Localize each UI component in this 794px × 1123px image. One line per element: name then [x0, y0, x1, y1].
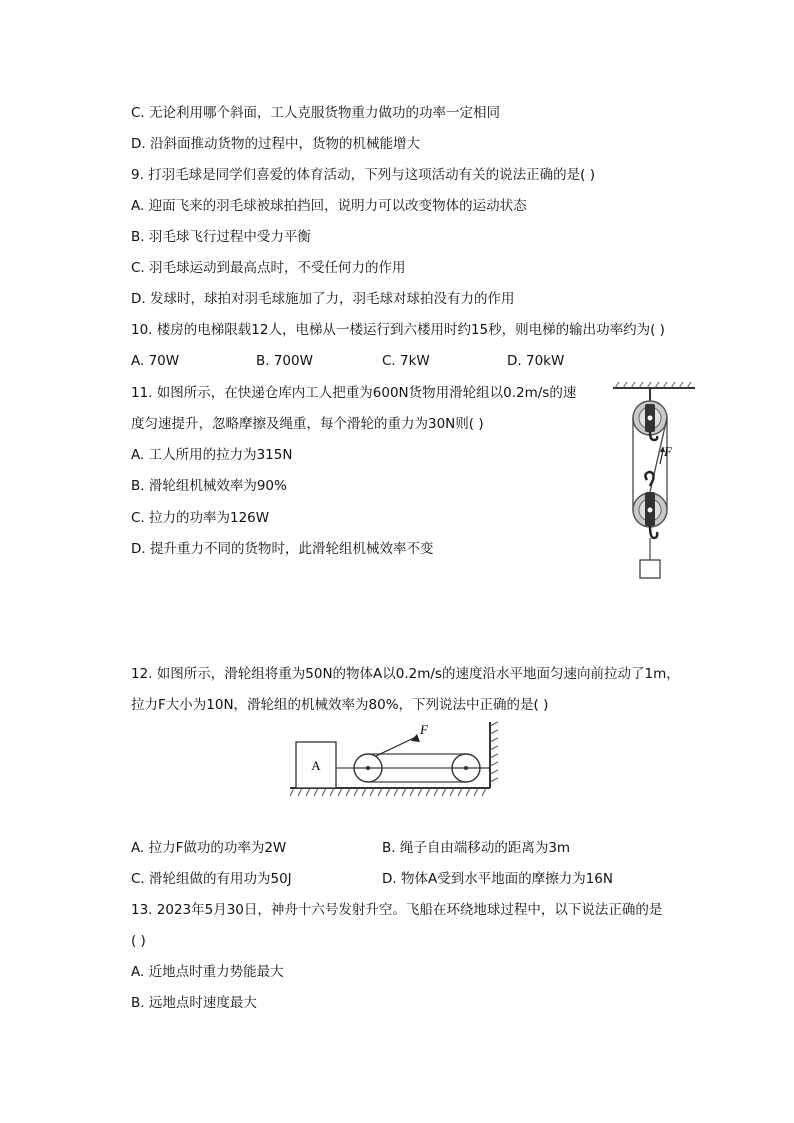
- q11-force-label: F: [664, 444, 672, 459]
- q8-option-c: C. 无论利用哪个斜面，工人克服货物重力做功的功率一定相同: [131, 105, 501, 121]
- q10-option-b: B. 700W: [256, 353, 313, 369]
- q10-option-c: C. 7kW: [382, 353, 430, 369]
- q10-option-d: D. 70kW: [507, 353, 565, 369]
- q12-option-b: B. 绳子自由端移动的距离为3m: [382, 840, 571, 856]
- q11-stem-line1: 11. 如图所示，在快递仓库内工人把重为600N货物用滑轮组以0.2m/s的速: [131, 385, 577, 401]
- q11-stem-line2: 度匀速提升，忽略摩擦及绳重，每个滑轮的重力为30N则( ): [131, 416, 484, 432]
- q10-stem: 10. 楼房的电梯限载12人，电梯从一楼运行到六楼用时约15秒，则电梯的输出功率约为( ): [131, 322, 665, 338]
- q11-option-c: C. 拉力的功率为126W: [131, 510, 270, 526]
- q12-stem-line2: 拉力F大小为10N，滑轮组的机械效率为80%，下列说法中正确的是( ): [131, 697, 549, 713]
- q11-option-a: A. 工人所用的拉力为315N: [131, 447, 293, 463]
- q9-option-a: A. 迎面飞来的羽毛球被球拍挡回，说明力可以改变物体的运动状态: [131, 198, 527, 214]
- cargo-box: [640, 560, 660, 578]
- q12-block-label: A: [311, 758, 321, 773]
- q8-option-d: D. 沿斜面推动货物的过程中，货物的机械能增大: [131, 136, 420, 152]
- q9-option-c: C. 羽毛球运动到最高点时，不受任何力的作用: [131, 260, 406, 276]
- q12-pulley-figure: [288, 718, 508, 800]
- q9-option-d: D. 发球时，球拍对羽毛球施加了力，羽毛球对球拍没有力的作用: [131, 291, 515, 307]
- q9-option-b: B. 羽毛球飞行过程中受力平衡: [131, 229, 311, 245]
- q13-option-a: A. 近地点时重力势能最大: [131, 964, 284, 980]
- q12-force-label: F: [420, 722, 428, 737]
- q12-option-c: C. 滑轮组做的有用功为50J: [131, 871, 292, 887]
- q11-option-d: D. 提升重力不同的货物时，此滑轮组机械效率不变: [131, 541, 434, 557]
- q13-stem-line2: ( ): [131, 933, 146, 949]
- q9-stem: 9. 打羽毛球是同学们喜爱的体育活动，下列与这项活动有关的说法正确的是( ): [131, 167, 595, 183]
- q13-option-b: B. 远地点时速度最大: [131, 995, 257, 1011]
- q10-option-a: A. 70W: [131, 353, 180, 369]
- q13-stem-line1: 13. 2023年5月30日，神舟十六号发射升空。飞船在环绕地球过程中，以下说法正确的是: [131, 902, 663, 918]
- q12-option-d: D. 物体A受到水平地面的摩擦力为16N: [382, 871, 613, 887]
- q12-option-a: A. 拉力F做功的功率为2W: [131, 840, 287, 856]
- q11-option-b: B. 滑轮组机械效率为90%: [131, 478, 287, 494]
- q12-stem-line1: 12. 如图所示，滑轮组将重为50N的物体A以0.2m/s的速度沿水平地面匀速向前拉动了1m，: [131, 666, 680, 682]
- q11-pulley-figure: [605, 382, 700, 582]
